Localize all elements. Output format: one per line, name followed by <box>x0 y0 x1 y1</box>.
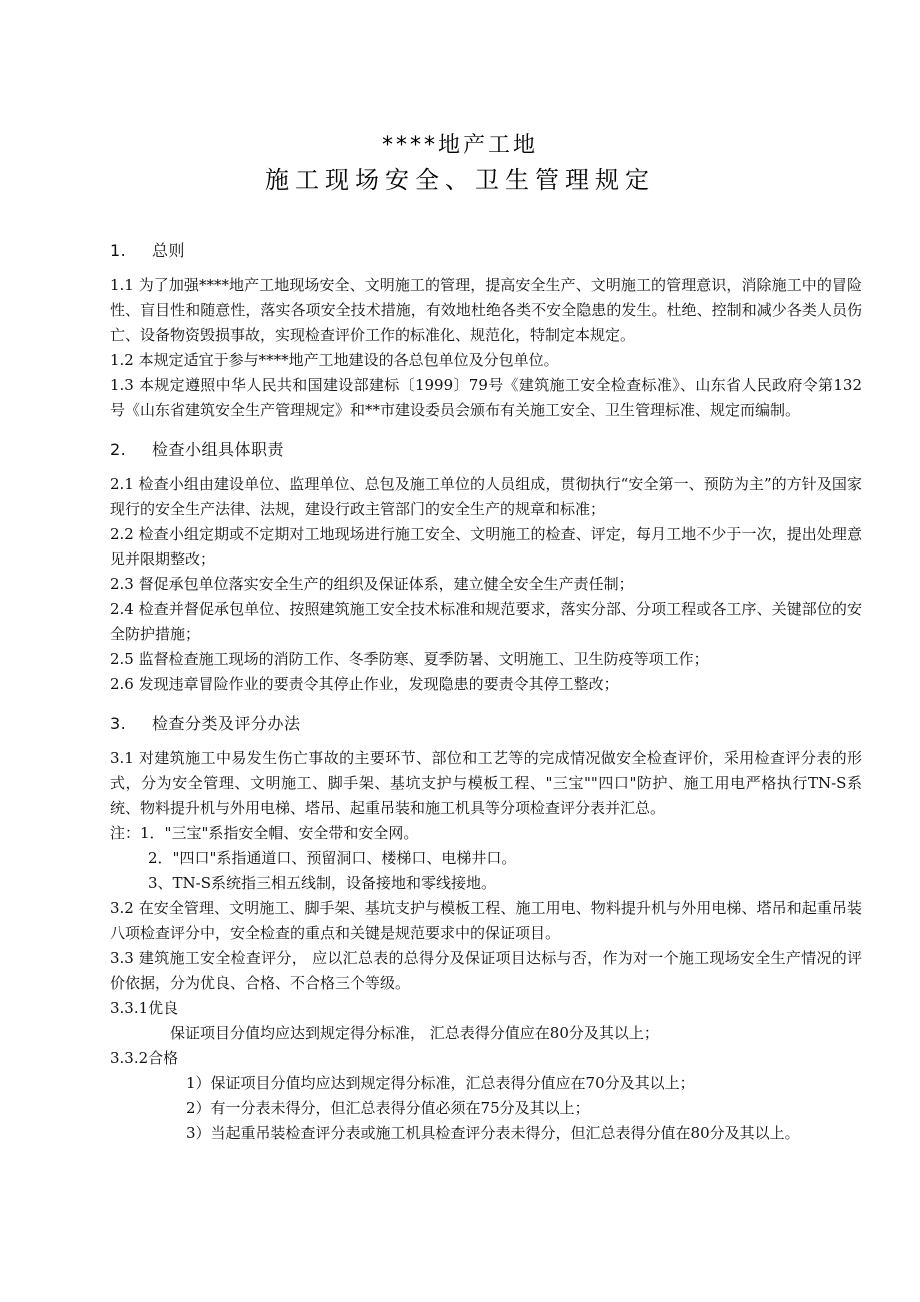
note-3: 3、TN-S系统指三相五线制，设备接地和零线接地。 <box>148 874 497 892</box>
grade-pass-item-1: 1）保证项目分值均应达到规定得分标准，汇总表得分值应在70分及其以上； <box>186 1074 695 1092</box>
paragraph-3-3: 3.3 建筑施工安全检查评分， 应以汇总表的总得分及保证项目达标与否，作为对一个施工现场安全生产情况的评价依据，分为优良、合格、不合格三个等级。 <box>110 949 862 992</box>
document-title-line1: ****地产工地 <box>381 133 538 158</box>
note-1: 注：1．"三宝"系指安全帽、安全带和安全网。 <box>110 824 419 842</box>
note-2: 2．"四口"系指通道口、预留洞口、楼梯口、电梯井口。 <box>148 849 517 867</box>
paragraph-1-1: 1.1 为了加强****地产工地现场安全、文明施工的管理，提高安全生产、文明施工的管理意识，消除施工中的冒险性、盲目性和随意性，落实各项安全技术措施，有效地杜绝各类不安全隐患的发生。杜绝、控制和减少各类人员伤亡、设备物资毁损事故，实现检查评价工作的标准化、规范化，特制定本规定。 <box>110 276 862 344</box>
paragraph-1-3: 1.3 本规定遵照中华人民共和国建设部建标〔1999〕79号《建筑施工安全检查标准》、山东省人民政府令第132号《山东省建筑安全生产管理规定》和**市建设委员会颁布有关施工安全、卫生管理标准、规定而编制。 <box>110 376 862 419</box>
grade-label-pass: 3.3.2合格 <box>110 1049 179 1067</box>
section-number: 2. <box>110 440 127 459</box>
grade-excellent-item: 保证项目分值均应达到规定得分标准， 汇总表得分值应在80分及其以上； <box>170 1024 659 1042</box>
section-heading-3 <box>110 711 862 736</box>
section-number: 3. <box>110 714 127 733</box>
paragraph-3-1: 3.1 对建筑施工中易发生伤亡事故的主要环节、部位和工艺等的完成情况做安全检查评价，采用检查评分表的形式，分为安全管理、文明施工、脚手架、基坑支护与模板工程、"三宝""四口"防护、施工用电严格执行TN-S系统、物料提升机与外用电梯、塔吊、起重吊装和施工机具等分项检查评分表并汇总。 <box>110 749 862 817</box>
section-heading-1 <box>110 238 862 263</box>
paragraph-3-2: 3.2 在安全管理、文明施工、脚手架、基坑支护与模板工程、施工用电、物料提升机与外用电梯、塔吊和起重吊装八项检查评分中，安全检查的重点和关键是规范要求中的保证项目。 <box>110 899 862 942</box>
grade-pass-item-2: 2）有一分表未得分，但汇总表得分值必须在75分及其以上； <box>186 1099 590 1117</box>
section-title: 总则 <box>152 241 186 260</box>
paragraph-2-6: 2.6 发现违章冒险作业的要责令其停止作业，发现隐患的要责令其停工整改； <box>110 675 619 693</box>
section-heading-2 <box>110 437 862 462</box>
grade-label-excellent: 3.3.1优良 <box>110 999 179 1017</box>
paragraph-2-1: 2.1 检查小组由建设单位、监理单位、总包及施工单位的人员组成，贯彻执行“安全第一、预防为主”的方针及国家现行的安全生产法律、法规，建设行政主管部门的安全生产的规章和标准； <box>110 475 862 518</box>
grade-pass-item-3: 3）当起重吊装检查评分表或施工机具检查评分表未得分，但汇总表得分值在80分及其以上。 <box>186 1124 800 1142</box>
document-title-line2: 施工现场安全、卫生管理规定 <box>265 166 655 194</box>
paragraph-1-2: 1.2 本规定适宜于参与****地产工地建设的各总包单位及分包单位。 <box>110 351 559 369</box>
section-number: 1. <box>110 241 127 260</box>
section-title: 检查分类及评分办法 <box>152 714 301 733</box>
paragraph-2-2: 2.2 检查小组定期或不定期对工地现场进行施工安全、文明施工的检查、评定，每月工地不少于一次，提出处理意见并限期整改； <box>110 525 862 568</box>
paragraph-2-4: 2.4 检查并督促承包单位、按照建筑施工安全技术标准和规范要求，落实分部、分项工程或各工序、关键部位的安全防护措施； <box>110 600 862 643</box>
section-title: 检查小组具体职责 <box>152 440 285 459</box>
document-body <box>110 232 862 1146</box>
paragraph-2-5: 2.5 监督检查施工现场的消防工作、冬季防寒、夏季防暑、文明施工、卫生防疫等项工作； <box>110 650 709 668</box>
paragraph-2-3: 2.3 督促承包单位落实安全生产的组织及保证体系，建立健全安全生产责任制； <box>110 575 634 593</box>
